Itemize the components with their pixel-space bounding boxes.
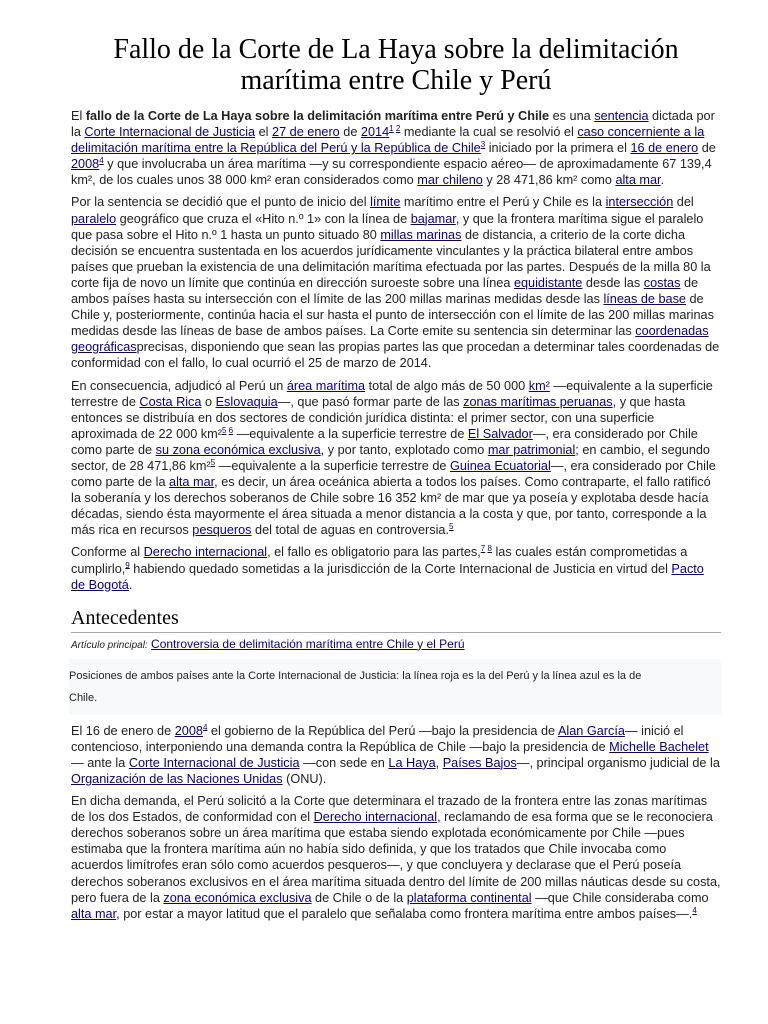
hatnote [71,637,721,651]
ref-6[interactable]: 6 [228,425,234,435]
link-cij[interactable]: Corte Internacional de Justicia [84,125,256,140]
link-zonas-maritimas[interactable]: zonas marítimas peruanas [463,394,613,409]
link-mar-patrimonial[interactable]: mar patrimonial [487,442,576,457]
link-derecho-internacional[interactable]: Derecho internacional [143,545,268,560]
paragraph-consecuencia: En consecuencia, adjudicó al Perú un área marítima total de algo más de 50 000 km² —equivalente a la superficie terrestre de Costa Rica o Eslovaquia—, que pasó formar parte de las zonas marítimas peruanas, y que hasta entonces se distribuía en dos sectores de condición jurídica distinta: el primer sector, con una superficie aproximada de 22 000 km²$^{5 6}$ —equivalente a la superficie terrestre de El Salvador—, era considerado por Chile como parte de su zona económica exclusiva, y por tanto, explotado como mar patrimonial; en cambio, el segundo sector, de 28 471,86 km²$^5$ —equivalente a la superficie terrestre de Guinea Ecuatorial—, era considerado por Chile como parte de la alta mar, es decir, un área oceánica abierta a todos los países. Como contraparte, el fallo ratificó la soberanía y los derechos soberanos de Chile sobre 16 352 km² de mar que ya poseía y explotaba desde hacía décadas, siendo ésta mayormente el área situada a menor distancia a la costa y que, por tanto, corresponde a la más rica en recursos pesqueros del total de aguas en controversia.$^5$ [71,378,716,538]
link-costas[interactable]: costas [643,275,681,290]
article-subject: fallo de la Corte de La Haya sobre la delimitación marítima entre Perú y Chile [85,109,550,123]
link-sentencia[interactable]: sentencia [594,109,649,123]
link-onu[interactable]: Organización de las Naciones Unidas [71,772,283,786]
ref-5b[interactable]: 5 [210,457,216,467]
link-area-maritima[interactable]: área marítima [286,378,366,393]
link-alan-garcia[interactable]: Alan García [557,723,625,738]
link-pacto-bogota[interactable]: Pacto de Bogotá [71,561,704,592]
link-articulo-principal[interactable]: Controversia de delimitación marítima entre Chile y el Perú [151,636,465,651]
article [71,34,721,928]
ref-4[interactable]: 4 [99,156,104,166]
link-michelle-bachelet[interactable]: Michelle Bachelet [609,739,709,754]
link-bajamar[interactable]: bajamar [410,211,456,226]
link-la-haya[interactable]: La Haya [388,755,436,770]
link-coordenadas[interactable]: coordenadas geográficas [71,324,709,355]
ref-5c[interactable]: 5 [449,522,454,532]
link-guinea[interactable]: Guinea Ecuatorial [449,458,551,473]
caption-line-1: Posiciones de ambos países ante la Corte Internacional de Justicia: la línea roja es la del Perú y la línea azul es la de [69,669,642,682]
link-costa-rica[interactable]: Costa Rica [139,394,202,409]
link-paises-bajos[interactable]: Países Bajos [442,755,517,770]
link-km2[interactable]: km² [528,378,550,393]
ref-4c[interactable]: 4 [692,905,697,915]
link-lineas-base[interactable]: líneas de base [603,292,686,307]
paragraph-demanda: El 16 de enero de 2008$^4$ el gobierno de la República del Perú —bajo la presidencia de Alan García— inició el contencioso, interponiendo una demanda contra la República de Chile —bajo la presidencia de Michelle Bachelet— ante la Corte Internacional de Justicia —con sede en La Haya, Países Bajos—, principal organismo judicial de la Organización de las Naciones Unidas (ONU). [71,722,720,786]
link-zona-economica-2[interactable]: zona económica exclusiva [163,890,312,905]
link-paralelo[interactable]: paralelo [71,211,117,226]
link-alta-mar-2[interactable]: alta mar [169,475,215,490]
ref-4b[interactable]: 4 [202,722,208,732]
ref-2[interactable]: 2 [395,123,401,133]
link-alta-mar[interactable]: alta mar [615,173,661,188]
link-alta-mar-3[interactable]: alta mar [71,906,117,921]
link-cij-2[interactable]: Corte Internacional de Justicia [128,755,300,770]
link-16-enero[interactable]: 16 de enero [630,141,699,156]
paragraph-intro: El fallo de la Corte de La Haya sobre la delimitación marítima entre Perú y Chile es una sentencia dictada por la Corte Internacional de Justicia el 27 de enero de 2014$^{1 2}$ mediante la cual se resolvió el caso concerniente a la delimitación marítima entre la República del Perú y la República de Chile$^3$ iniciado por la primera el 16 de enero de 2008$^4$ y que involucraba un área marítima —y su correspondiente espacio aéreo— de aproximadamente 67 139,4 km², de los cuales unos 38 000 km² eran considerados como mar chileno y 28 471,86 km² como alta mar. [71,109,716,188]
caption-line-2: Chile. [69,691,98,704]
page-title [71,34,721,96]
link-27-enero[interactable]: 27 de enero [272,125,340,140]
link-2008-b[interactable]: 2008 [174,723,203,738]
paragraph-sentencia: Por la sentencia se decidió que el punto de inicio del límite marítimo entre el Perú y Chile es la intersección del paralelo geográfico que cruza el «Hito n.º 1» con la línea de bajamar, y que la frontera marítima sigue el paralelo que pasa sobre el Hito n.º 1 hasta un punto situado 80 millas marinas de distancia, a criterio de la corte dicha decisión se encuentra sustentada en los acuerdos jurídicamente vinculantes y la práctica bilateral entre ambos países que prueban la existencia de una delimitación marítima efectuada por las partes. Después de la milla 80 la corte fija de novo un límite que continúa en dirección suroeste sobre una línea equidistante desde las costas de ambos países hasta su intersección con el límite de las 200 millas marinas medidas desde las líneas de base de Chile y, posteriormente, continúa hacia el sur hasta el punto de intersección con el límite de las 200 millas marinas medidas desde las líneas de base de ambos países. La Corte emite su sentencia sin determinar las coordenadas geográficasprecisas, disponiendo que sean las propias partes las que procedan a determinar tales coordenadas de conformidad con el fallo, lo cual ocurrió el 25 de marzo de 2014. [71,195,720,371]
hatnote-label: Artículo principal: [71,639,148,651]
link-mar-chileno[interactable]: mar chileno [417,173,483,188]
page-title-line-1: Fallo de la Corte de La Haya sobre la delimitación [113,34,679,65]
paragraph-obligatorio: Conforme al Derecho internacional, el fallo es obligatorio para las partes,$^{7 8}$ las cuales están comprometidas a cumplirlo,$^9$ habiendo quedado sometidas a la jurisdicción de la Corte Internacional de Justicia en virtud del Pacto de Bogotá. [71,544,704,592]
link-equidistante[interactable]: equidistante [513,275,583,290]
link-plataforma-continental[interactable]: plataforma continental [406,890,532,905]
link-millas-marinas[interactable]: millas marinas [380,227,462,242]
ref-5[interactable]: 5 [221,425,227,435]
link-caso[interactable]: caso concerniente a la delimitación marítima entre la República del Perú y la República de Chile [71,125,705,156]
ref-8[interactable]: 8 [487,544,492,554]
link-2008[interactable]: 2008 [71,157,100,172]
link-interseccion[interactable]: intersección [605,195,674,210]
page-title-line-2: marítima entre Chile y Perú [240,65,552,96]
ref-7[interactable]: 7 [480,544,486,554]
link-2014[interactable]: 2014 [360,125,390,140]
section-heading-antecedentes: Antecedentes [71,607,721,633]
link-zona-economica[interactable]: su zona económica exclusiva [155,442,321,457]
link-pesqueros[interactable]: pesqueros [192,523,252,538]
ref-9[interactable]: 9 [125,560,130,570]
image-caption [69,659,721,715]
ref-1[interactable]: 1 [389,123,394,133]
link-limite[interactable]: límite [370,195,401,210]
link-eslovaquia[interactable]: Eslovaquia [215,394,278,409]
link-derecho-internacional-2[interactable]: Derecho internacional [313,810,438,825]
link-el-salvador[interactable]: El Salvador [467,426,533,441]
paragraph-solicitud: En dicha demanda, el Perú solicitó a la Corte que determinara el trazado de la frontera entre las zonas marítimas de los dos Estados, de conformidad con el Derecho internacional, reclamando de esa forma que se le reconociera derechos soberanos sobre un área marítima que estaba siendo explotada económicamente por Chile —pues estimaba que la frontera marítima aún no había sido definida, y que los tratados que Chile invocaba como acuerdos limítrofes eran sólo como acuerdos pesqueros—, y que concluyera y declarase que el Perú poseía derechos soberanos exclusivos en el área marítima situada dentro del límite de 200 millas náuticas desde su costa, pero fuera de la zona económica exclusiva de Chile o de la plataforma continental —que Chile consideraba como alta mar, por estar a mayor latitud que el paralelo que señalaba como frontera marítima entre ambos países—.$^4$ [71,794,721,921]
ref-3[interactable]: 3 [480,139,486,149]
